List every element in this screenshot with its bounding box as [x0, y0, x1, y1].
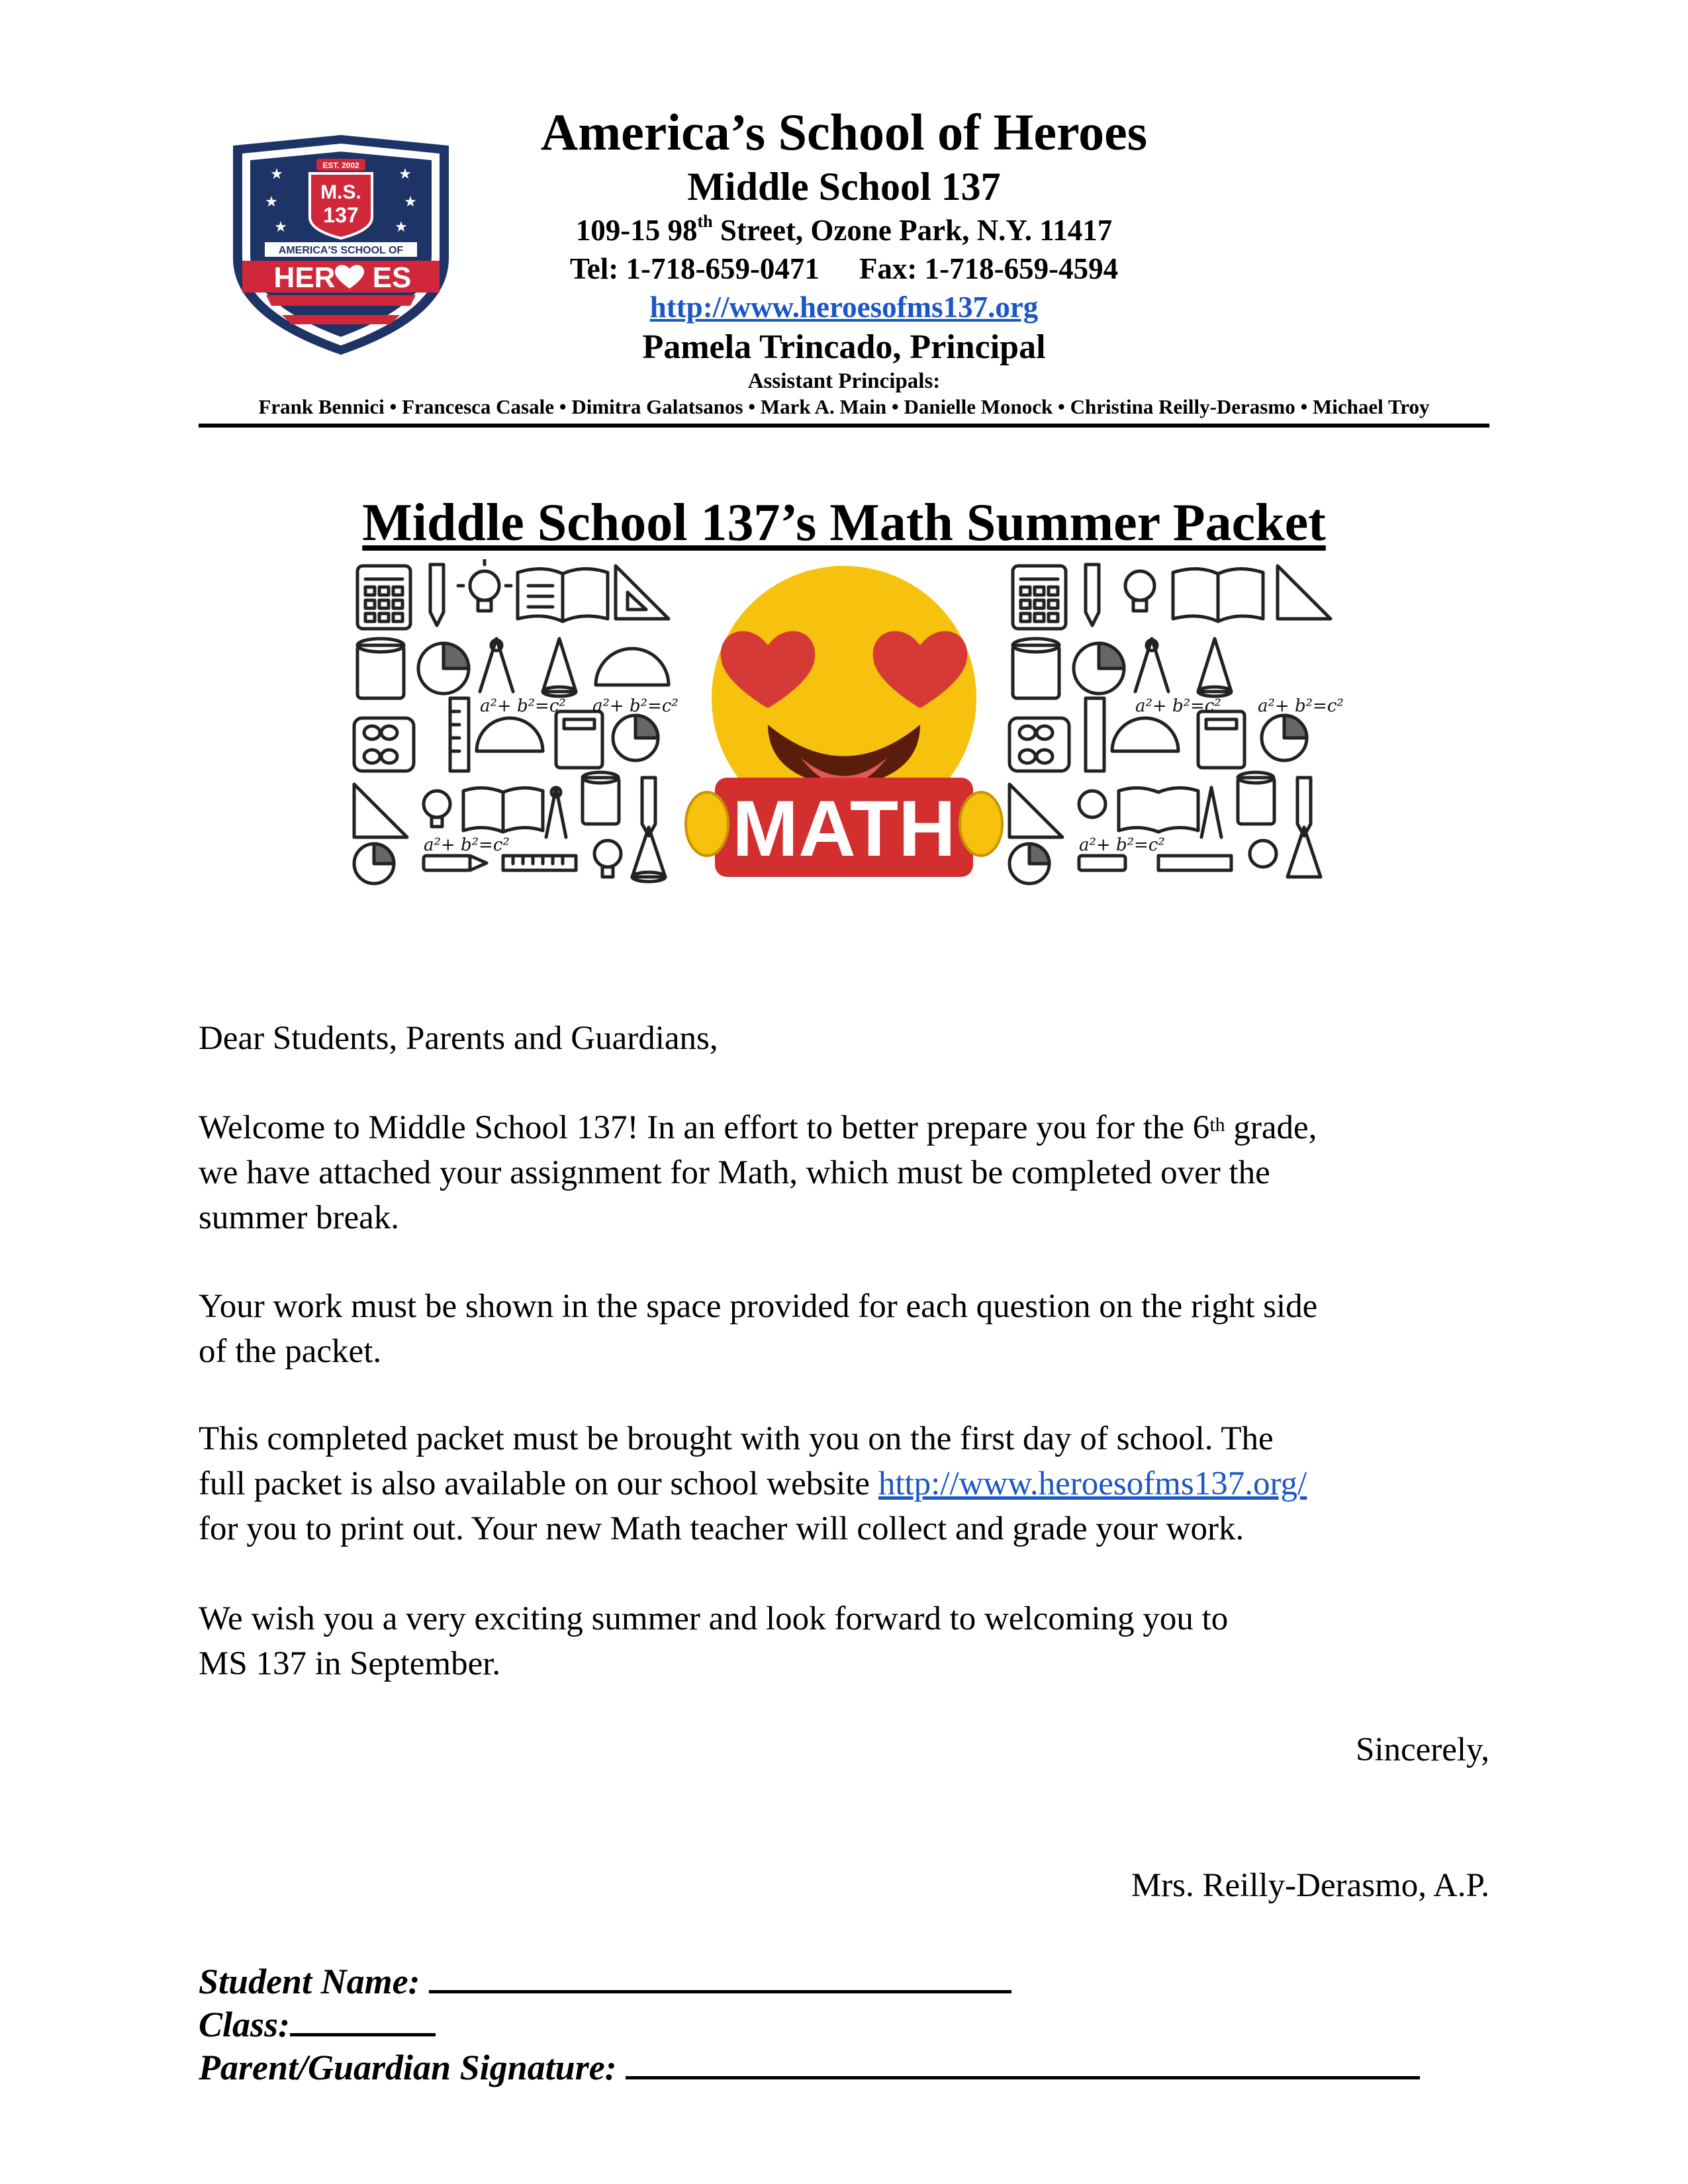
- student-name-field: [199, 1956, 1011, 2002]
- p2-line2: of the packet.: [199, 1333, 382, 1370]
- svg-text:★: ★: [404, 193, 417, 210]
- packet-title: Middle School 137’s Math Summer Packet: [362, 494, 1326, 552]
- formula-right-2: a²+ b²=c²: [1258, 696, 1344, 716]
- p4-line1: We wish you a very exciting summer and look forward to welcoming you to: [199, 1600, 1229, 1637]
- p3-line3: for you to print out. Your new Math teacher will collect and grade your work.: [199, 1510, 1244, 1547]
- parent-signature-field: [199, 2042, 1420, 2088]
- school-website-link[interactable]: http://www.heroesofms137.org: [649, 291, 1039, 324]
- p1-line3: summer break.: [199, 1199, 400, 1236]
- tel-number: Tel: 1-718-659-0471: [569, 252, 820, 285]
- logo-ms-line2: 137: [323, 203, 359, 227]
- school-phones: [463, 251, 1225, 286]
- p1-ordinal: th: [1209, 1114, 1225, 1136]
- parent-signature-label: Parent/Guardian Signature:: [199, 2048, 626, 2087]
- class-label: Class:: [199, 2005, 291, 2044]
- school-logo: [225, 132, 457, 357]
- letter-paragraph-2: [199, 1284, 1496, 1374]
- website-link[interactable]: http://www.heroesofms137.org/: [878, 1465, 1307, 1502]
- letter-paragraph-1: [199, 1105, 1496, 1240]
- svg-text:★: ★: [274, 218, 287, 235]
- svg-text:★: ★: [399, 165, 412, 182]
- logo-heroes-pre: HER: [273, 261, 336, 294]
- p1-line1-end: grade,: [1225, 1109, 1317, 1146]
- svg-text:★: ★: [395, 218, 408, 235]
- logo-est-text: EST. 2002: [322, 161, 359, 170]
- math-banner-image: [344, 559, 1344, 890]
- p2-line1: Your work must be shown in the space provided for each question on the right side: [199, 1288, 1318, 1325]
- letter-salutation: Dear Students, Parents and Guardians,: [199, 1020, 718, 1057]
- formula-left-2: a²+ b²=c²: [592, 696, 679, 716]
- school-subtitle: Middle School 137: [687, 165, 1001, 208]
- formula-left-3: a²+ b²=c²: [424, 835, 510, 855]
- logo-ms-line1: M.S.: [320, 181, 361, 203]
- formula-right-3: a²+ b²=c²: [1079, 835, 1165, 855]
- principal-name: Pamela Trincado, Principal: [642, 328, 1046, 366]
- heart-eyes-emoji: [686, 566, 1002, 877]
- letter-signer: Mrs. Reilly-Derasmo, A.P.: [1131, 1867, 1489, 1904]
- letter-closing: Sincerely,: [1355, 1731, 1489, 1768]
- address-ordinal: th: [697, 212, 713, 231]
- svg-text:★: ★: [270, 165, 283, 182]
- assistant-principals-list: Frank Bennici • Francesca Casale • Dimitra Galatsanos • Mark A. Main • Danielle Monock • Christina Reilly-Derasmo • Michael Troy: [258, 395, 1430, 418]
- formula-right-1: a²+ b²=c²: [1135, 696, 1221, 716]
- formula-left-1: a²+ b²=c²: [480, 696, 566, 716]
- class-blank[interactable]: [290, 1999, 436, 2036]
- letter-paragraph-3: [199, 1416, 1496, 1551]
- school-address: [463, 213, 1225, 248]
- p1-line2: we have attached your assignment for Math, which must be completed over the: [199, 1154, 1270, 1191]
- logo-ribbon-text: AMERICA'S SCHOOL OF: [278, 245, 404, 256]
- student-name-blank[interactable]: [429, 1956, 1011, 1993]
- p3-line2: full packet is also available on our school website: [199, 1465, 878, 1502]
- address-street: Street, Ozone Park, N.Y. 11417: [712, 214, 1113, 247]
- assistant-principals-label: Assistant Principals:: [747, 369, 941, 393]
- svg-text:★: ★: [265, 193, 278, 210]
- fax-number: Fax: 1-718-659-4594: [859, 252, 1119, 285]
- class-field: [199, 1999, 436, 2045]
- school-name: America’s School of Heroes: [540, 103, 1148, 161]
- p3-line1: This completed packet must be brought with you on the first day of school. The: [199, 1420, 1274, 1457]
- math-sign-label: MATH: [732, 784, 956, 873]
- p1-line1: Welcome to Middle School 137! In an effort to better prepare you for the 6: [199, 1109, 1210, 1146]
- p4-line2: MS 137 in September.: [199, 1645, 501, 1682]
- logo-heroes-post: ES: [372, 261, 412, 294]
- address-number: 109-15 98: [575, 214, 698, 247]
- header-divider: [199, 424, 1489, 428]
- letter-paragraph-4: [199, 1596, 1496, 1686]
- parent-signature-blank[interactable]: [626, 2042, 1420, 2079]
- student-name-label: Student Name:: [199, 1962, 430, 2001]
